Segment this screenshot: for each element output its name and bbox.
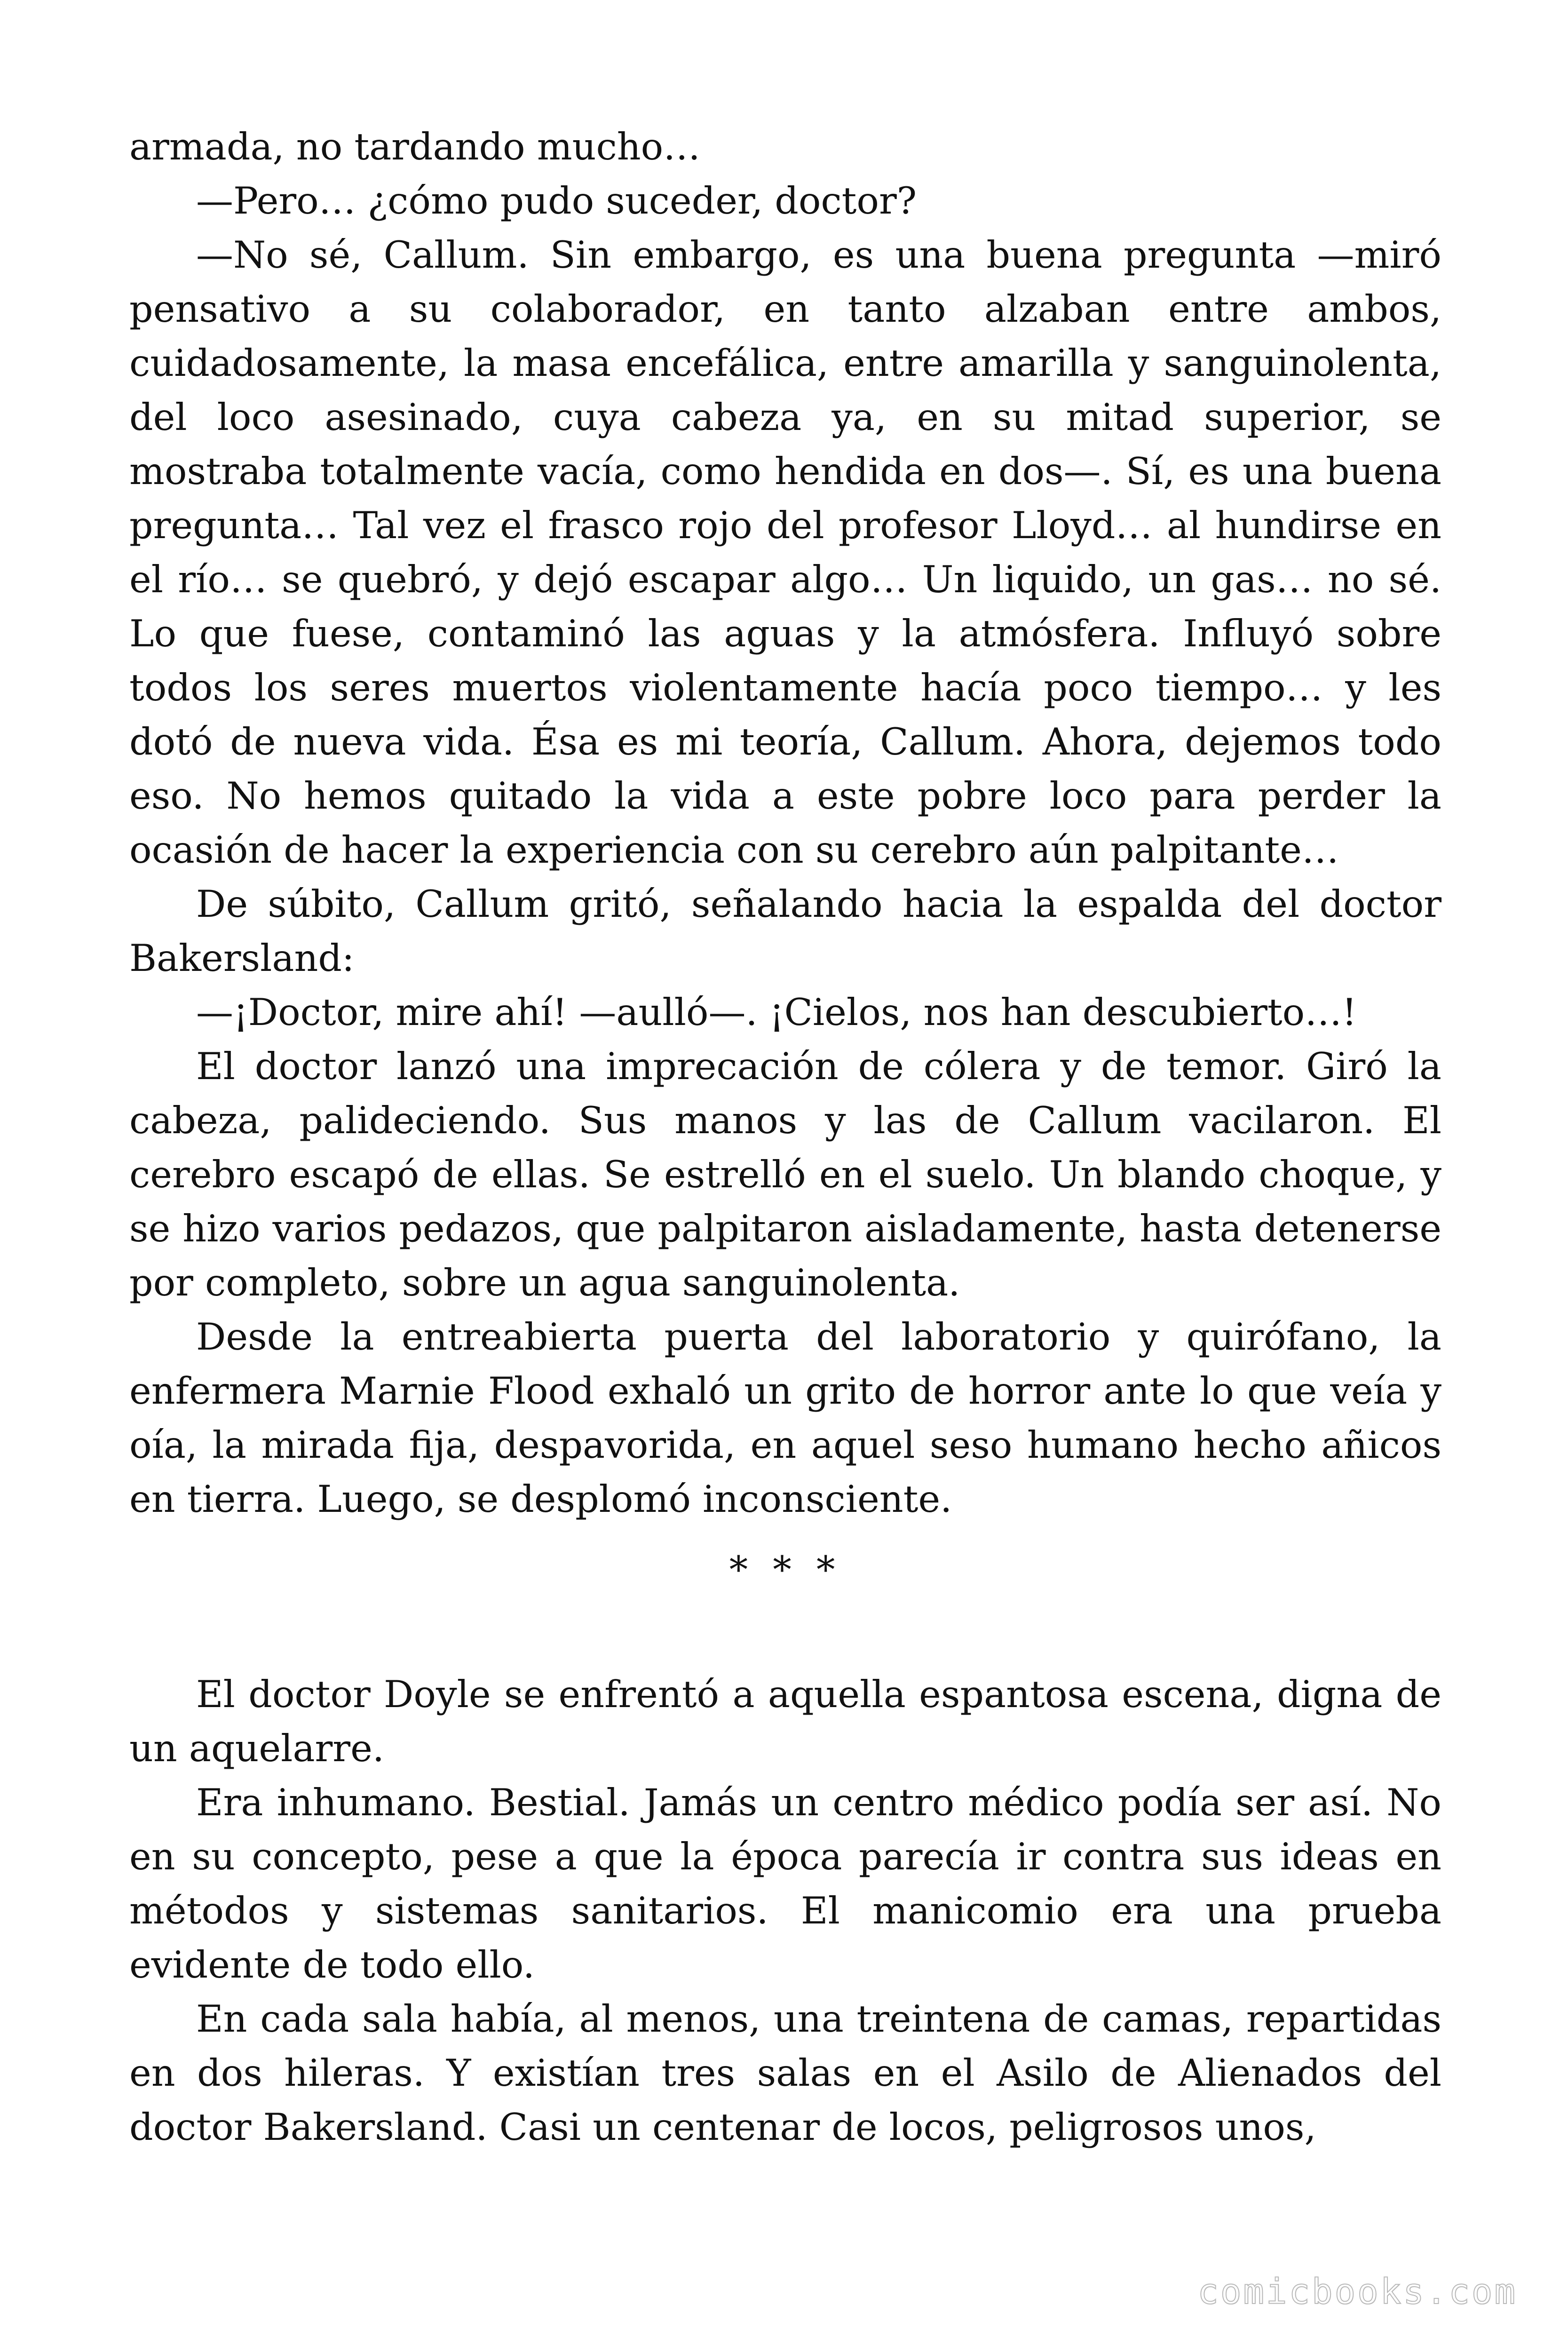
paragraph: En cada sala había, al menos, una treintena de camas, repartidas en dos hileras. Y existían tres salas en el Asilo de Alienados del doctor Bakersland. Casi un centenar de locos, peligrosos unos,	[129, 1997, 1441, 2149]
watermark-logo: comicbooks.com	[1197, 2272, 1517, 2312]
paragraph-dialogue: —No sé, Callum. Sin embargo, es una buena pregunta —miró pensativo a su colaborador, en tanto alzaban entre ambos, cuidadosamente, la masa encefálica, entre amarilla y sanguinolenta, del loco asesinado, cuya cabeza ya, en su mitad superior, se mostraba totalmente vacía, como hendida en dos—. Sí, es una buena pregunta… Tal vez el frasco rojo del profesor Lloyd… al hundirse en el río… se quebró, y dejó escapar algo… Un liquido, un gas… no sé. Lo que fuese, contaminó las aguas y la atmósfera. Influyó sobre todos los seres muertos violentamente hacía poco tiempo… y les dotó de nueva vida. Ésa es mi teoría, Callum. Ahora, dejemos todo eso. No hemos quitado la vida a este pobre loco para perder la ocasión de hacer la experiencia con su cerebro aún palpitante…	[129, 233, 1441, 872]
paragraph-continuation: armada, no tardando mucho…	[129, 125, 701, 168]
book-page-text	[129, 120, 1441, 2154]
paragraph: Era inhumano. Bestial. Jamás un centro médico podía ser así. No en su concepto, pese a que la época parecía ir contra sus ideas en métodos y sistemas sanitarios. El manicomio era una prueba evidente de todo ello.	[129, 1781, 1441, 1986]
paragraph: El doctor lanzó una imprecación de cólera y de temor. Giró la cabeza, palideciendo. Sus manos y las de Callum vacilaron. El cerebro escapó de ellas. Se estrelló en el suelo. Un blando choque, y se hizo varios pedazos, que palpitaron aisladamente, hasta detenerse por completo, sobre un agua sanguinolenta.	[129, 1045, 1441, 1304]
paragraph-dialogue: —Pero… ¿cómo pudo suceder, doctor?	[196, 179, 917, 222]
paragraph: Desde la entreabierta puerta del laboratorio y quirófano, la enfermera Marnie Flood exhaló un grito de horror ante lo que veía y oía, la mirada fija, despavorida, en aquel seso humano hecho añicos en tierra. Luego, se desplomó inconsciente.	[129, 1315, 1441, 1521]
paragraph-dialogue: —¡Doctor, mire ahí! —aulló—. ¡Cielos, nos han descubierto…!	[196, 991, 1357, 1034]
paragraph: De súbito, Callum gritó, señalando hacia la espalda del doctor Bakersland:	[129, 882, 1441, 980]
paragraph: El doctor Doyle se enfrentó a aquella espantosa escena, digna de un aquelarre.	[129, 1673, 1441, 1770]
scene-break: * * *	[729, 1548, 842, 1591]
